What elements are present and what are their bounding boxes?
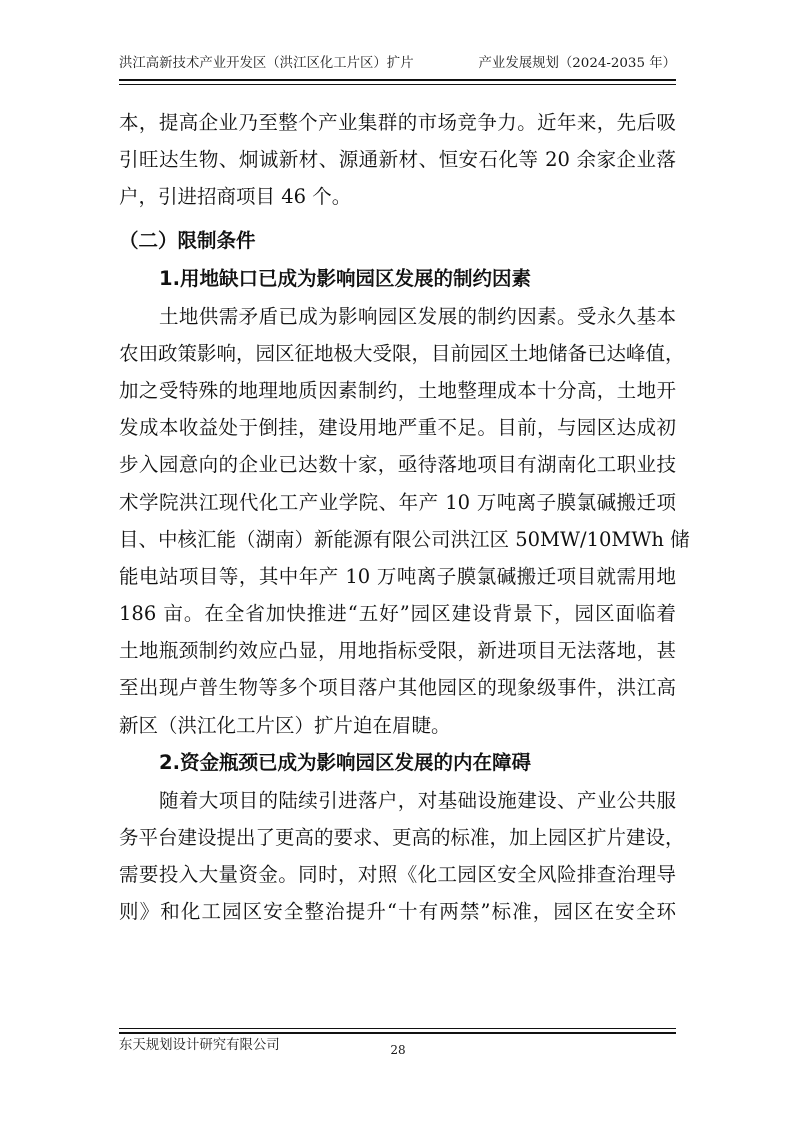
text-line: 土地瓶颈制约效应凸显，用地指标受限，新进项目无法落地，甚 <box>119 639 676 663</box>
header-document-title: 洪江高新技术产业开发区（洪江区化工片区）扩片 <box>119 56 414 71</box>
paragraph-intro <box>119 104 676 216</box>
text-line: 务平台建设提出了更高的要求、更高的标准，加上园区扩片建设， <box>119 826 685 849</box>
paragraph-funding <box>119 782 685 931</box>
text-line: 引旺达生物、炯诚新材、源通新材、恒安石化等 20 余家企业落 <box>119 148 676 172</box>
subsection-heading-land: 1.用地缺口已成为影响园区发展的制约因素 <box>159 266 531 290</box>
paragraph-land <box>119 298 690 744</box>
footer-rule-thick <box>119 1032 676 1034</box>
text-line: 新区（洪江化工片区）扩片迫在眉睫。 <box>119 713 451 737</box>
footer-company-name: 东天规划设计研究有限公司 <box>119 1038 280 1053</box>
section-heading: （二）限制条件 <box>119 228 256 252</box>
text-line: 目、中核汇能（湖南）新能源有限公司洪江区 50MW/10MWh 储 <box>119 527 690 551</box>
document-body <box>119 104 690 931</box>
header-rule-thin <box>119 84 676 85</box>
header-plan-period: 产业发展规划（2024-2035 年） <box>478 56 676 71</box>
text-line: 户，引进招商项目 46 个。 <box>119 185 352 209</box>
text-line: 需要投入大量资金。同时，对照《化工园区安全风险排查治理导 <box>119 863 676 887</box>
text-line: 发成本收益处于倒挂，建设用地严重不足。目前，与园区达成初 <box>119 416 676 440</box>
text-line: 随着大项目的陆续引进落户，对基础设施建设、产业公共服 <box>159 788 676 812</box>
page-header <box>119 53 676 75</box>
text-line: 土地供需矛盾已成为影响园区发展的制约因素。受永久基本 <box>159 304 676 328</box>
page-number: 28 <box>390 1043 406 1057</box>
text-line: 术学院洪江现代化工产业学院、年产 10 万吨离子膜氯碱搬迁项 <box>119 490 676 514</box>
header-rule-thick <box>119 79 676 81</box>
text-line: 至出现卢普生物等多个项目落户其他园区的现象级事件，洪江高 <box>119 676 676 700</box>
text-line: 加之受特殊的地理地质因素制约，土地整理成本十分高，土地开 <box>119 378 676 402</box>
footer-rule-thin <box>119 1028 676 1029</box>
text-line: 则》和化工园区安全整治提升“十有两禁”标准，园区在安全环 <box>119 900 676 924</box>
text-line: 步入园意向的企业已达数十家，亟待落地项目有湖南化工职业技 <box>119 453 676 477</box>
text-line: 农田政策影响，园区征地极大受限，目前园区土地储备已达峰值， <box>119 341 685 365</box>
text-line: 186 亩。在全省加快推进“五好”园区建设背景下，园区面临着 <box>119 602 676 626</box>
subsection-heading-funding: 2.资金瓶颈已成为影响园区发展的内在障碍 <box>159 750 531 774</box>
text-line: 本，提高企业乃至整个产业集群的市场竞争力。近年来，先后吸 <box>119 111 676 134</box>
text-line: 能电站项目等，其中年产 10 万吨离子膜氯碱搬迁项目就需用地 <box>119 564 676 588</box>
